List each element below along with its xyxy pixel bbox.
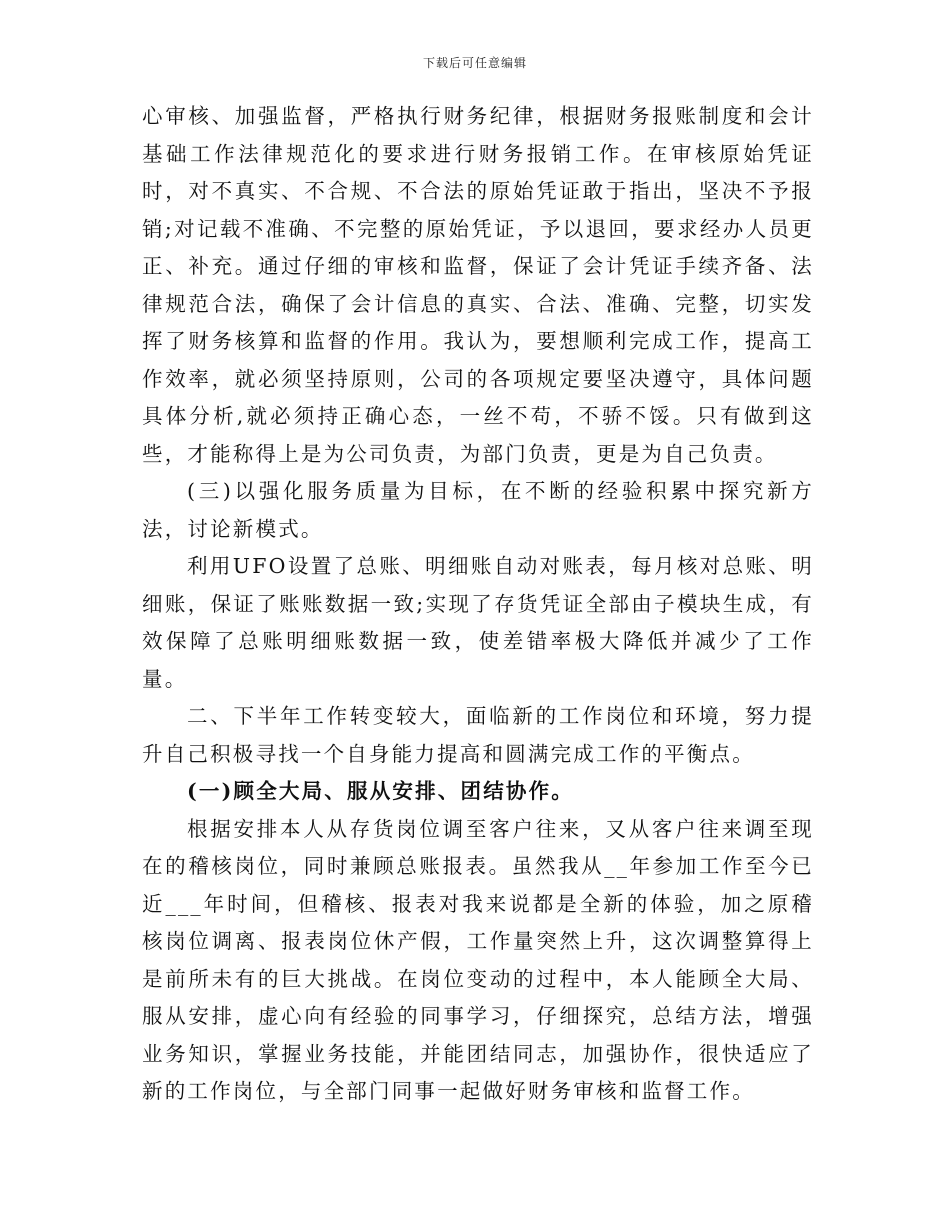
paragraph-section-three-heading: (三)以强化服务质量为目标，在不断的经验积累中探究新方法，讨论新模式。 (142, 479, 814, 541)
paragraph-job-rotation: 根据安排本人从存货岗位调至客户往来，又从客户往来调至现在的稽核岗位，同时兼顾总账报表。虽然我从__年参加工作至今已近___年时间，但稽核、报表对我来说都是全新的体验，加之原稽核岗位调离、报表岗位休产假，工作量突然上升，这次调整算得上是前所未有的巨大挑战。在岗位变动的过程中，本人能顾全大局、服从安排，虚心向有经验的同事学习，仔细探究，总结方法，增强业务知识，掌握业务技能，并能团结同志，加强协作，很快适应了新的工作岗位，与全部门同事一起做好财务审核和监督工作。 (142, 816, 814, 1103)
paragraph-subsection-one-heading: (一)顾全大局、服从安排、团结协作。 (187, 779, 574, 803)
page-header: 下载后可任意编辑 (422, 56, 527, 70)
document-body (142, 98, 814, 1111)
paragraph-ufo-reconciliation: 利用UFO设置了总账、明细账自动对账表，每月核对总账、明细账，保证了账账数据一致;实现了存货凭证全部由子模块生成，有效保障了总账明细账数据一致，使差错率极大降低并减少了工作量。 (142, 554, 814, 691)
paragraph-audit-continued: 心审核、加强监督，严格执行财务纪律，根据财务报账制度和会计基础工作法律规范化的要求进行财务报销工作。在审核原始凭证时，对不真实、不合规、不合法的原始凭证敢于指出，坚决不予报销;对记载不准确、不完整的原始凭证，予以退回，要求经办人员更正、补充。通过仔细的审核和监督，保证了会计凭证手续齐备、法律规范合法，确保了会计信息的真实、合法、准确、完整，切实发挥了财务核算和监督的作用。我认为，要想顺利完成工作，提高工作效率，就必须坚持原则，公司的各项规定要坚决遵守，具体问题具体分析,就必须持正确心态，一丝不苟，不骄不馁。只有做到这些，才能称得上是为公司负责，为部门负责，更是为自己负责。 (142, 104, 814, 466)
paragraph-second-half-heading: 二、下半年工作转变较大，面临新的工作岗位和环境，努力提升自己积极寻找一个自身能力提高和圆满完成工作的平衡点。 (142, 704, 814, 766)
